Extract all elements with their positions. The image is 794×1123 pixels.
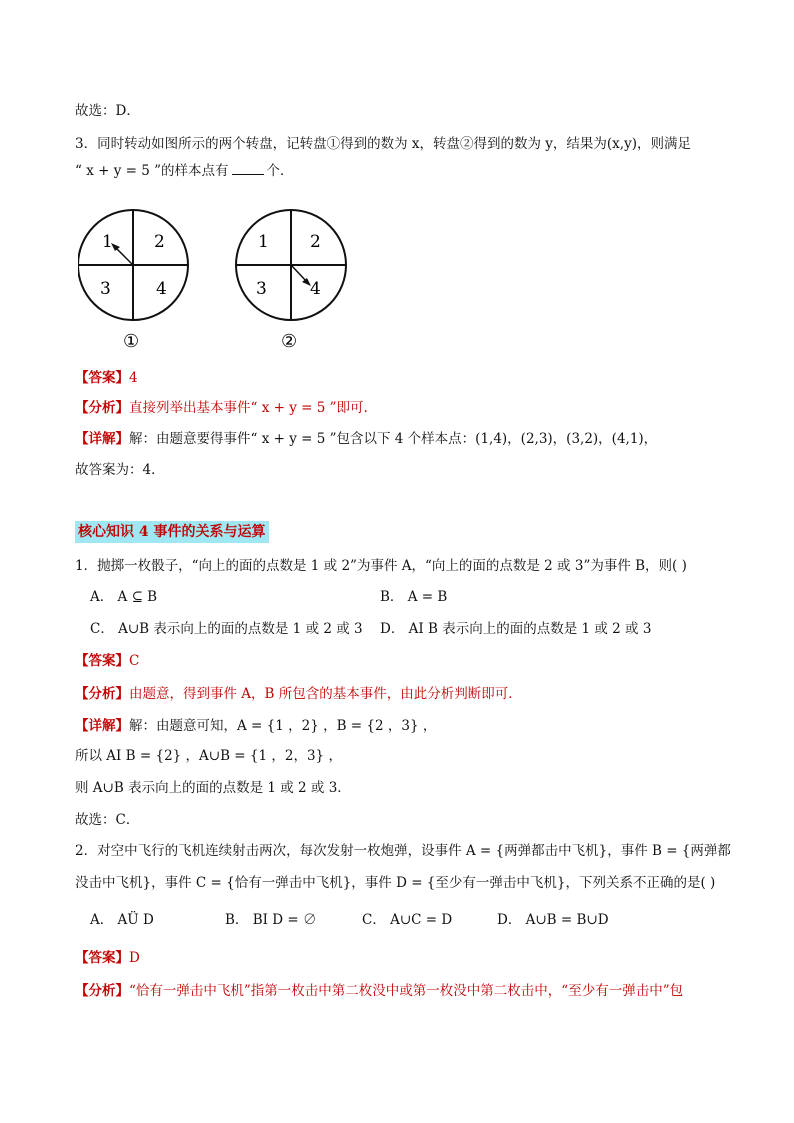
prev-conclusion: 故选：D． — [75, 103, 140, 119]
p2-option-c: C． A∪C = D — [362, 912, 453, 928]
p1-analysis: 【分析】由题意，得到事件 A，B 所包含的基本事件，由此分析判断即可． — [75, 686, 522, 702]
p2-option-b: B． BI D = ∅ — [225, 912, 317, 928]
spinner-2-label: ② — [281, 331, 298, 352]
spinner-1-label: ① — [123, 331, 140, 352]
p1-stem: 1．抛掷一枚骰子，“向上的面的点数是 1 或 2”为事件 A，“向上的面的点数是 2 或 3”为事件 B，则( ) — [75, 558, 687, 574]
p1-option-d: D． AI B 表示向上的面的点数是 1 或 2 或 3 — [380, 621, 652, 637]
p2-option-d: D． A∪B = B∪D — [497, 912, 609, 928]
spinner-1 — [78, 210, 188, 352]
p1-detail: 【详解】解：由题意可知，A = {1 ，2} ，B = {2 ，3} ， — [75, 718, 437, 734]
spinner-2-num-1: 1 — [258, 232, 269, 252]
p1-step-2: 则 A∪B 表示向上的面的点数是 1 或 2 或 3． — [75, 780, 351, 796]
q3-conclusion: 故答案为：4． — [75, 462, 165, 478]
p1-conclusion: 故选：C． — [75, 812, 140, 828]
q3-stem-line1: 3．同时转动如图所示的两个转盘，记转盘①得到的数为 x，转盘②得到的数为 y，结果为(x,y)，则满足 — [75, 136, 691, 152]
p1-option-b: B． A = B — [380, 589, 448, 605]
spinner-2-num-2: 2 — [310, 232, 321, 252]
spinner-1-num-2: 2 — [154, 232, 165, 252]
section-header: 核心知识 4 事件的关系与运算 — [75, 521, 269, 543]
p1-answer: 【答案】C — [75, 653, 140, 669]
q3-analysis: 【分析】直接列举出基本事件“ x + y = 5 ”即可. — [75, 400, 368, 416]
q3-answer: 【答案】4 — [75, 370, 138, 386]
spinner-figure — [78, 205, 358, 355]
p2-stem-line2: 没击中飞机}，事件 C = {恰有一弹击中飞机}，事件 D = {至少有一弹击中飞机}，下列关系不正确的是( ) — [75, 875, 716, 891]
p1-option-a: A． A ⊆ B — [90, 589, 158, 605]
p2-answer: 【答案】D — [75, 950, 140, 966]
answer-blank — [232, 161, 264, 175]
spinner-1-num-3: 3 — [100, 279, 111, 299]
q3-stem-line2: “ x + y = 5 ”的样本点有 个． — [75, 163, 294, 179]
spinner-2 — [236, 210, 346, 352]
spinner-1-num-4: 4 — [156, 279, 167, 299]
p2-analysis: 【分析】“恰有一弹击中飞机”指第一枚击中第二枚没中或第一枚没中第二枚击中，“至少有一弹击中”包 — [75, 983, 684, 999]
spinner-2-num-4: 4 — [310, 279, 321, 299]
p1-step-1: 所以 AI B = {2} ，A∪B = {1 ，2，3} ， — [75, 748, 342, 764]
spinner-1-num-1: 1 — [102, 232, 113, 252]
p2-option-a: A． AÜ D — [90, 912, 154, 928]
q3-detail: 【详解】解：由题意要得事件“ x + y = 5 ”包含以下 4 个样本点：(1,4)，(2,3)，(3,2)，(4,1)， — [75, 431, 658, 447]
spinner-2-num-3: 3 — [256, 279, 267, 299]
p1-option-c: C． A∪B 表示向上的面的点数是 1 或 2 或 3 — [90, 621, 363, 637]
p2-stem-line1: 2．对空中飞行的飞机连续射击两次，每次发射一枚炮弹，设事件 A = {两弹都击中飞机}，事件 B = {两弹都 — [75, 843, 731, 859]
